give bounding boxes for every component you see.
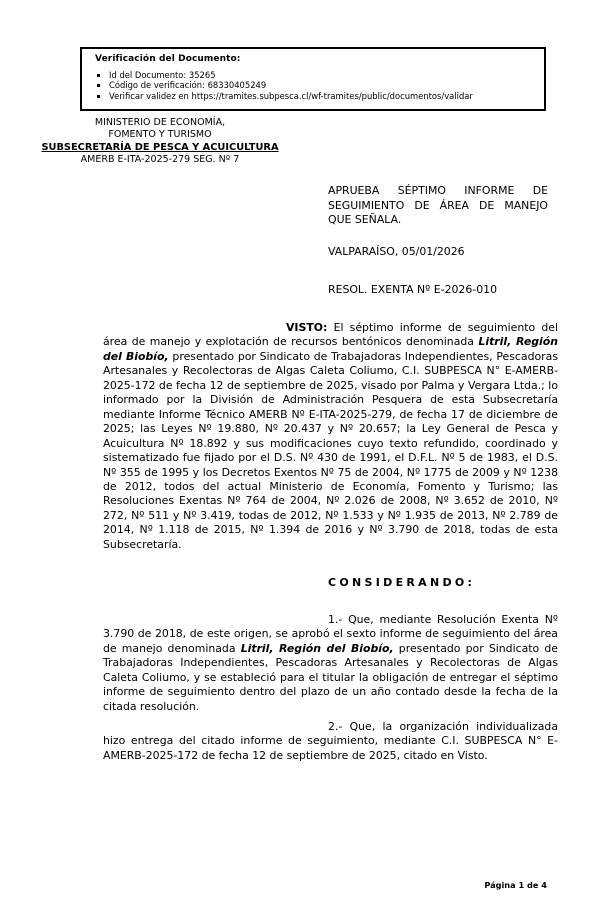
- area-name: Litril, Región del Biobío,: [240, 641, 394, 655]
- document-code: AMERB E-ITA-2025-279 SEG. Nº 7: [80, 153, 240, 165]
- resolution-number: RESOL. EXENTA Nº E-2026-010: [328, 283, 497, 296]
- considerando-heading: CONSIDERANDO:: [328, 576, 476, 589]
- verification-box: [80, 47, 546, 111]
- page-number: Página 1 de 4: [484, 880, 547, 890]
- subject-summary: APRUEBA SÉPTIMO INFORME DE SEGUIMIENTO DE ÁREA DE MANEJO QUE SEÑALA.: [328, 184, 548, 227]
- verification-item-url: ▪ Verificar validez en https://tramites.subpesca.cl/wf-tramites/public/documentos/validar: [109, 91, 538, 101]
- visto-text-before-area: El séptimo informe de seguimiento del área de manejo y explotación de recursos bentónicos denominada: [103, 321, 558, 349]
- area-name: Litril, Región del Biobío,: [103, 335, 559, 363]
- visto-paragraph: [103, 321, 558, 552]
- letterhead: [32, 117, 288, 166]
- considerando-1-text-after-area: presentado por Sindicato de Trabajadoras Independientes, Pescadoras Artesanales y Recolectoras de Algas Caleta Coliumo, y se estableció para el titular la obligación de entregar el séptimo informe de seguimiento dentro del plazo de un año contado desde la fecha de la citada resolución.: [103, 641, 558, 713]
- considerando-2-number: 2.-: [328, 720, 343, 733]
- visto-label: VISTO:: [286, 321, 328, 334]
- considerando-2-text: Que, la organización individualizada hizo entrega del citado informe de seguimiento, mediante C.I. SUBPESCA N° E-AMERB-2025-172 de fecha 12 de septiembre de 2025, citado en Visto.: [103, 720, 558, 762]
- ministry-name-line1: MINISTERIO DE ECONOMÍA,: [94, 117, 226, 128]
- place-date: VALPARAÍSO, 05/01/2026: [328, 245, 465, 258]
- considerando-item-2: [103, 720, 558, 763]
- verification-item-code: ▪ Código de verificación: 68330405249: [109, 80, 538, 90]
- ministry-name-line2: FOMENTO Y TURISMO: [108, 129, 212, 141]
- verification-item-document-id: ▪ Id del Documento: 35265: [109, 70, 538, 80]
- verification-title: Verificación del Documento:: [95, 54, 241, 64]
- subsecretaria-name: SUBSECRETARÍA DE PESCA Y ACUICULTURA: [41, 141, 279, 153]
- verification-list: [95, 70, 538, 101]
- visto-text-after-area: presentado por Sindicato de Trabajadoras Independientes, Pescadoras Artesanales y Recolectoras de Algas Caleta Coliumo, C.I. SUBPESCA N° E-AMERB-2025-172 de fecha 12 de septiembre de 2025, visado por Palma y Vergara Ltda.; lo informado por la División de Administración Pesquera de esta Subsecretaría mediante Informe Técnico AMERB Nº E-ITA-2025-279, de fecha 17 de diciembre de 2025; las Leyes Nº 19.880, Nº 20.437 y Nº 20.657; la Ley General de Pesca y Acuicultura Nº 18.892 y sus modificaciones cuyo texto refundido, coordinado y sistematizado fue fijado por el D.S. Nº 430 de 1991, el D.F.L. Nº 5 de 1983, el D.S. Nº 355 de 1995 y los Decretos Exentos Nº 75 de 2004, Nº 1775 de 2009 y Nº 1238 de 2012, todos del actual Ministerio de Economía, Fomento y Turismo; las Resoluciones Exentas Nº 764 de 2004, Nº 2.026 de 2008, Nº 3.652 de 2010, Nº 272, Nº 511 y Nº 3.419, todas de 2012, Nº 1.533 y Nº 1.935 de 2013, Nº 2.789 de 2014, Nº 1.118 de 2015, Nº 1.394 de 2016 y Nº 3.790 de 2018, todas de esta Subsecretaría.: [103, 349, 558, 551]
- considerando-1-number: 1.-: [328, 613, 343, 626]
- considerando-1-text-before-area: Que, mediante Resolución Exenta Nº 3.790 de 2018, de este origen, se aprobó el sexto informe de seguimiento del área de manejo denominada: [103, 613, 558, 655]
- considerando-item-1: [103, 613, 558, 714]
